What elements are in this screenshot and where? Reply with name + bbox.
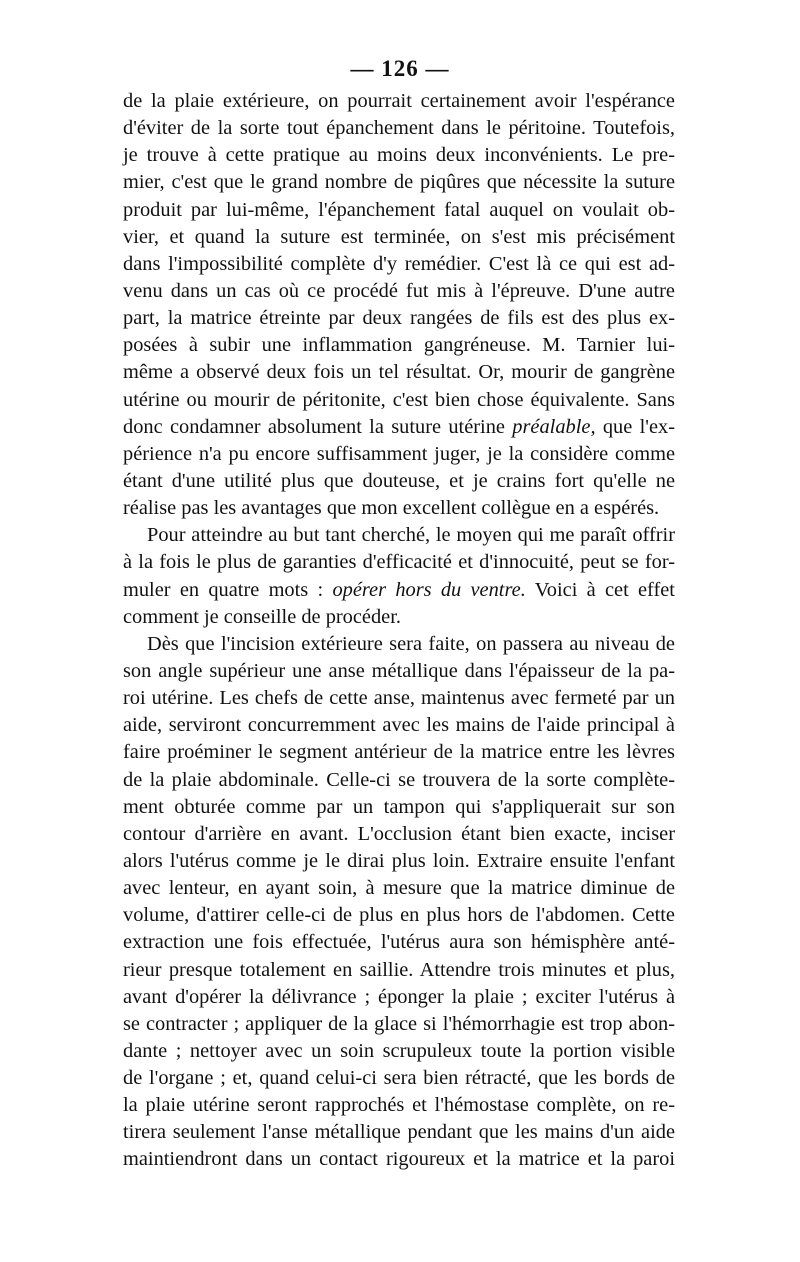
paragraph-first-line	[123, 631, 675, 658]
text-segment: extraction une fois effectuée, l'utérus aura son hémisphère anté-	[123, 931, 675, 954]
text-line	[123, 441, 675, 468]
text-segment: mier, c'est que le grand nombre de piqûres que nécessite la suture	[123, 171, 675, 194]
text-segment: la plaie utérine seront rapprochés et l'hémostase complète, on re-	[123, 1094, 675, 1117]
text-segment: venu dans un cas où ce procédé fut mis à l'épreuve. D'une autre	[123, 279, 675, 302]
text-segment: dante ; nettoyer avec un soin scrupuleux toute la portion visible	[123, 1039, 675, 1062]
text-line	[123, 712, 675, 739]
text-segment: je trouve à cette pratique au moins deux inconvénients. Le pre-	[123, 144, 675, 167]
italic-text: opérer hors du ventre.	[332, 578, 526, 601]
text-segment: d'éviter de la sorte tout épanchement dans le péritoine. Toutefois,	[123, 117, 675, 140]
text-line	[123, 848, 675, 875]
text-line	[123, 604, 675, 631]
text-line	[123, 957, 675, 984]
text-line	[123, 1038, 675, 1065]
text-segment: à la fois le plus de garanties d'efficacité et d'innocuité, peut se for-	[123, 551, 675, 574]
text-segment: étant d'une utilité plus que douteuse, et je crains fort qu'elle ne	[123, 469, 675, 492]
text-segment: son angle supérieur une anse métallique dans l'épaisseur de la pa-	[123, 659, 675, 682]
text-segment: vier, et quand la suture est terminée, on s'est mis précisément	[123, 225, 675, 248]
text-segment: même a observé deux fois un tel résultat. Or, mourir de gangrène	[123, 361, 675, 384]
text-line	[123, 142, 675, 169]
text-line	[123, 1119, 675, 1146]
text-line	[123, 685, 675, 712]
text-segment: de l'organe ; et, quand celui-ci sera bien rétracté, que les bords de	[123, 1067, 675, 1090]
page-number: — 126 —	[350, 56, 450, 81]
text-line	[123, 332, 675, 359]
text-line	[123, 549, 675, 576]
text-line	[123, 251, 675, 278]
text-line	[123, 821, 675, 848]
text-line	[123, 1065, 675, 1092]
text-line	[123, 88, 675, 115]
text-segment: de la plaie extérieure, on pourrait certainement avoir l'espérance	[123, 90, 675, 112]
text-segment: que l'ex-	[595, 415, 675, 438]
text-segment: dans l'impossibilité complète d'y remédier. C'est là ce qui est ad-	[123, 252, 675, 275]
text-segment: alors l'utérus comme je le dirai plus loin. Extraire ensuite l'enfant	[123, 849, 675, 872]
text-segment: périence n'a pu encore suffisamment juger, je la considère comme	[123, 442, 675, 465]
text-line	[123, 1146, 675, 1173]
text-line	[123, 115, 675, 142]
text-line	[123, 1011, 675, 1038]
text-line	[123, 577, 675, 604]
text-line	[123, 767, 675, 794]
text-segment: de la plaie abdominale. Celle-ci se trouvera de la sorte complète-	[123, 768, 675, 791]
text-line	[123, 305, 675, 332]
text-line	[123, 224, 675, 251]
text-line	[123, 197, 675, 224]
text-segment: posées à subir une inflammation gangréneuse. M. Tarnier lui-	[123, 334, 675, 357]
text-line	[123, 495, 675, 522]
text-segment: roi utérine. Les chefs de cette anse, maintenus avec fermeté par un	[123, 687, 675, 710]
text-segment: réalise pas les avantages que mon excellent collègue en a espérés.	[123, 497, 660, 520]
italic-text: préalable,	[512, 415, 596, 438]
text-segment: aide, serviront concurremment avec les mains de l'aide principal à	[123, 714, 675, 737]
text-segment: produit par lui-même, l'épanchement fatal auquel on voulait ob-	[123, 198, 675, 221]
text-segment: Pour atteindre au but tant cherché, le moyen qui me paraît offrir	[147, 524, 675, 547]
text-segment: faire proéminer le segment antérieur de la matrice entre les lèvres	[123, 741, 675, 764]
text-segment: volume, d'attirer celle-ci de plus en plus hors de l'abdomen. Cette	[123, 904, 675, 927]
text-line	[123, 1092, 675, 1119]
text-segment: avec lenteur, en ayant soin, à mesure que la matrice diminue de	[123, 877, 675, 900]
text-line	[123, 658, 675, 685]
text-segment: muler en quatre mots :	[123, 578, 333, 601]
text-line	[123, 984, 675, 1011]
text-line	[123, 387, 675, 414]
text-segment: maintiendront dans un contact rigoureux et la matrice et la paroi	[123, 1148, 675, 1171]
text-segment: tirera seulement l'anse métallique pendant que les mains d'un aide	[123, 1121, 675, 1144]
text-segment: Voici à cet effet	[525, 578, 675, 601]
text-line	[123, 739, 675, 766]
text-segment: ment obturée comme par un tampon qui s'appliquerait sur son	[123, 795, 675, 818]
text-line	[123, 169, 675, 196]
text-line	[123, 359, 675, 386]
text-segment: part, la matrice étreinte par deux rangées de fils est des plus ex-	[123, 307, 675, 330]
text-line	[123, 468, 675, 495]
text-line	[123, 794, 675, 821]
text-segment: se contracter ; appliquer de la glace si l'hémorrhagie est trop abon-	[123, 1012, 675, 1035]
text-line	[123, 875, 675, 902]
text-line	[123, 929, 675, 956]
text-segment: avant d'opérer la délivrance ; éponger la plaie ; exciter l'utérus à	[123, 985, 675, 1008]
text-segment: rieur presque totalement en saillie. Attendre trois minutes et plus,	[123, 958, 675, 981]
text-segment: Dès que l'incision extérieure sera faite, on passera au niveau de	[147, 632, 675, 655]
text-line	[123, 278, 675, 305]
text-line	[123, 414, 675, 441]
text-segment: donc condamner absolument la suture utérine	[123, 415, 513, 438]
text-segment: utérine ou mourir de péritonite, c'est bien chose équivalente. Sans	[123, 388, 675, 411]
paragraph-first-line	[123, 522, 675, 549]
text-segment: contour d'arrière en avant. L'occlusion étant bien exacte, inciser	[123, 822, 675, 845]
text-segment: comment je conseille de procéder.	[123, 605, 401, 628]
text-line	[123, 902, 675, 929]
body-text	[123, 88, 675, 1174]
